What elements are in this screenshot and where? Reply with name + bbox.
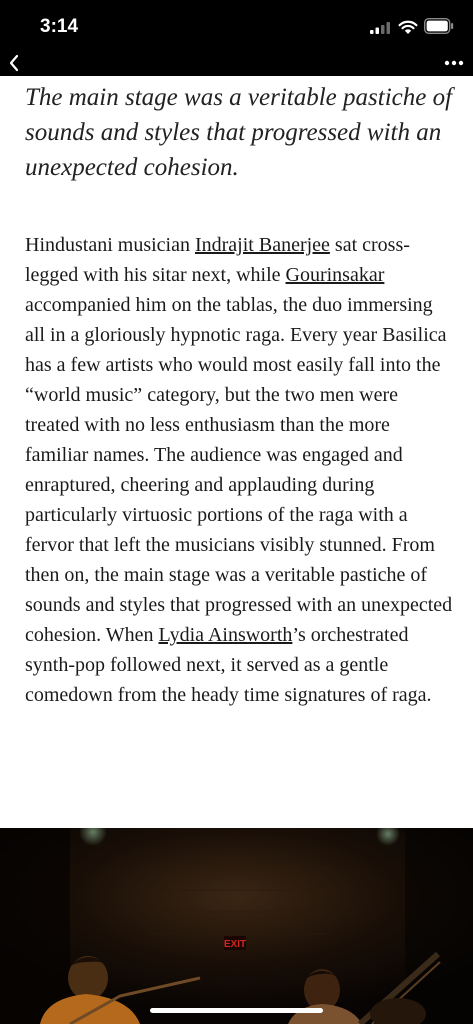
back-button[interactable] bbox=[4, 52, 24, 74]
status-bar bbox=[0, 0, 473, 50]
chevron-left-icon bbox=[8, 54, 20, 72]
concert-photo[interactable] bbox=[0, 828, 473, 1024]
link-lydia-ainsworth[interactable]: Lydia Ainsworth bbox=[158, 624, 293, 646]
more-options-button[interactable] bbox=[441, 52, 467, 74]
pull-quote: The main stage was a veritable pastiche of sounds and styles that progressed with an unexpected cohesion. bbox=[25, 84, 453, 181]
wifi-icon bbox=[398, 19, 418, 35]
paragraph-text: accompanied him on the tablas, the duo immersing all in a gloriously hypnotic raga. Every year Basilica has a few artists who would most easily fall into the “world music” category, but the two men were treated with no less enthusiasm than the more familiar names. The audience was engaged and enraptured, cheering and applauding during particularly virtuosic portions of the raga with a fervor that left the musicians visibly stunned. From then on, the main stage was a veritable pastiche of sounds and styles that progressed with an unexpected cohesion. When bbox=[25, 294, 453, 646]
exit-sign-text: EXIT bbox=[223, 939, 247, 950]
concert-photo-image bbox=[0, 828, 473, 1024]
status-time: 3:14 bbox=[40, 16, 79, 37]
article-paragraph bbox=[25, 230, 457, 710]
paragraph-text: Hindustani musician bbox=[25, 234, 195, 256]
nav-bar bbox=[0, 50, 473, 76]
link-indrajit-banerjee[interactable]: Indrajit Banerjee bbox=[194, 234, 330, 256]
battery-icon bbox=[424, 18, 454, 34]
article-content bbox=[0, 76, 473, 828]
ellipsis-icon bbox=[444, 60, 464, 66]
link-gourinsakar[interactable]: Gourinsakar bbox=[285, 264, 385, 286]
signal-icon bbox=[370, 22, 390, 34]
home-indicator[interactable] bbox=[150, 1008, 323, 1013]
paragraph-text: sat cross-legged with his sitar next, while bbox=[25, 234, 410, 286]
paragraph-text: ’s orchestrated synth-pop followed next, it served as a gentle comedown from the heady time signatures of raga. bbox=[25, 624, 432, 706]
